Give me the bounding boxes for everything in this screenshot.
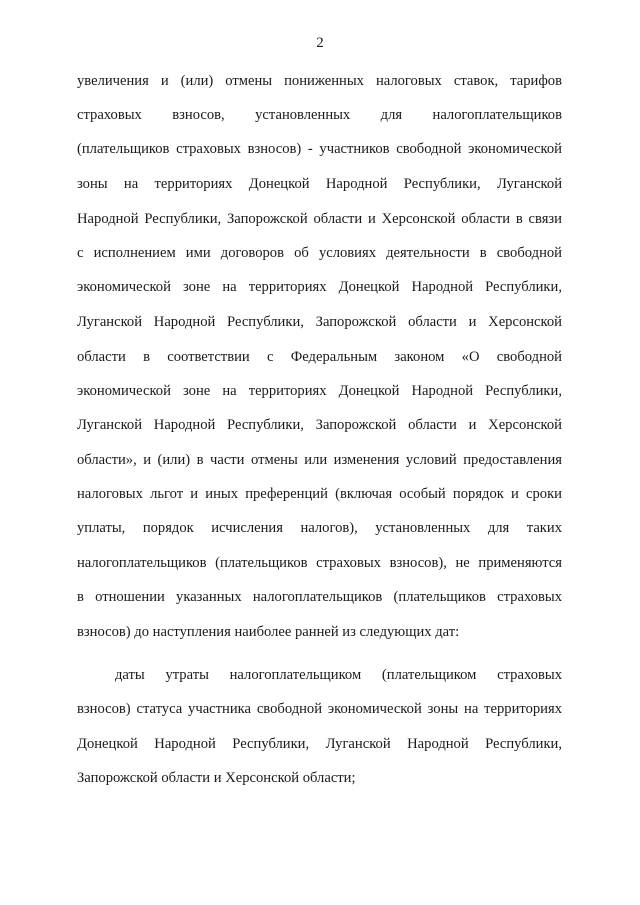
text-line: (плательщиков страховых взносов) - участников свободной экономической [77,141,562,157]
text-line: с исполнением ими договоров об условиях деятельности в свободной [77,245,562,261]
text-line: страховых взносов, установленных для налогоплательщиков [77,107,562,123]
text-line: Народной Республики, Запорожской области и Херсонской области в связи [77,211,562,227]
text-line: увеличения и (или) отмены пониженных налоговых ставок, тарифов [77,73,562,89]
text-line: налоговых льгот и иных преференций (включая особый порядок и сроки [77,486,562,502]
text-line: Запорожской области и Херсонской области; [77,770,356,786]
text-line: Луганской Народной Республики, Запорожской области и Херсонской [77,417,562,433]
text-line: области в соответствии с Федеральным законом «О свободной [77,349,562,365]
text-line: взносов) статуса участника свободной экономической зоны на территориях [77,701,562,717]
text-line: области», и (или) в части отмены или изменения условий предоставления [77,452,562,468]
text-line: зоны на территориях Донецкой Народной Республики, Луганской [77,176,562,192]
text-line: взносов) до наступления наиболее ранней из следующих дат: [77,624,460,640]
text-line: Луганской Народной Республики, Запорожской области и Херсонской [77,314,562,330]
text-line: даты утраты налогоплательщиком (плательщиком страховых [115,667,562,683]
text-line: Донецкой Народной Республики, Луганской Народной Республики, [77,736,562,752]
text-line: уплаты, порядок исчисления налогов), установленных для таких [77,520,562,536]
text-line: в отношении указанных налогоплательщиков (плательщиков страховых [77,589,562,605]
text-line: налогоплательщиков (плательщиков страховых взносов), не применяются [77,555,562,571]
page-number: 2 [316,35,324,51]
text-line: экономической зоне на территориях Донецкой Народной Республики, [77,279,562,295]
text-line: экономической зоне на территориях Донецкой Народной Республики, [77,383,562,399]
